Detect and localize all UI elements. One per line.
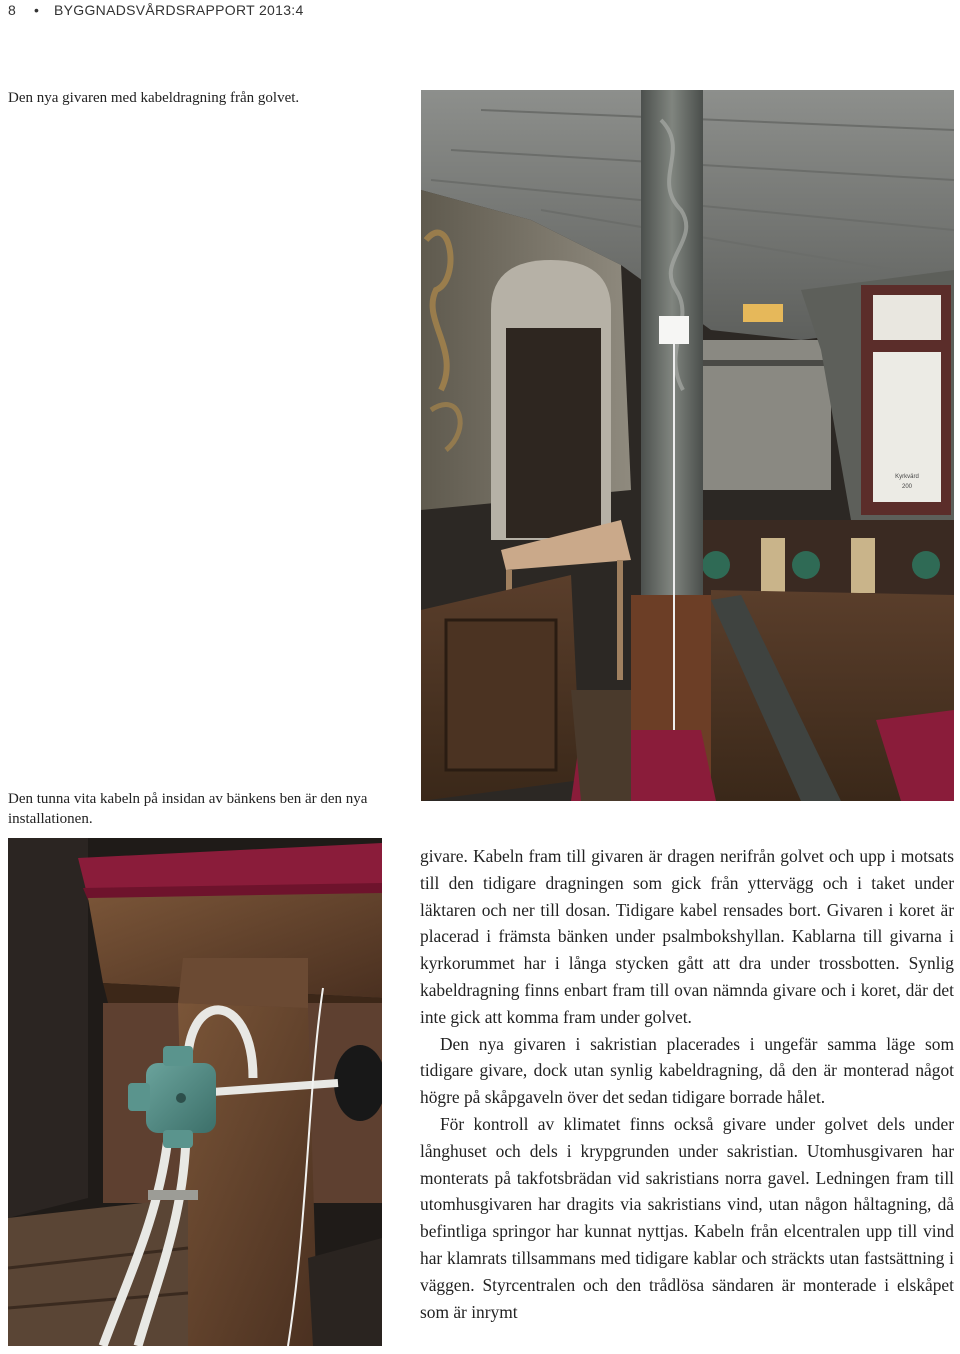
sign-text-1: Kyrkvärd bbox=[895, 474, 919, 480]
ceiling-lamp bbox=[743, 304, 783, 322]
dark-door bbox=[506, 328, 601, 538]
cable-clip bbox=[148, 1190, 198, 1200]
pew-sensor-photo bbox=[8, 838, 382, 1346]
header-bullet: • bbox=[34, 2, 40, 18]
sensor-white bbox=[659, 316, 689, 344]
body-paragraph: Den nya givaren i sakristian placerades i ungefär samma läge som tidigare givare, dock utan synlig kabeldragning, då den är monterad något högre på skåpgaveln över det sedan tidigare borrade hålet. bbox=[420, 1033, 954, 1108]
publication-title: BYGGNADSVÅRDSRAPPORT 2013:4 bbox=[54, 2, 304, 18]
body-paragraph: För kontroll av klimatet finns också givare under golvet dels under långhuset och dels i krypgrunden under sakristian. Utomhusgivaren har monterats på takfotsbrädan vid sakristians norra gavel. Ledningen fram till utomhusgivaren har dragits via sakristians vind, utan någon håltagning, då befintliga springor har kunnat nyttjas. Kabeln från elcentralen upp till vind har klamrats tillsammans med tidigare kablar och sträckts utan fastsättning i väggen. Styrcentralen och den trådlösa sändaren är monterade i elskåpet som är inrymt bbox=[420, 1113, 954, 1322]
caption-bottom-photo: Den tunna vita kabeln på insidan av bänkens ben är den nya installationen. bbox=[8, 791, 368, 827]
sign-text-2: 200 bbox=[901, 484, 913, 490]
page-number: 8 bbox=[8, 2, 17, 18]
article-body bbox=[420, 843, 954, 1325]
body-paragraph: givare. Kabeln fram till givaren är dragen nerifrån golvet och upp i motsats till den tidigare dragningen som gick från yttervägg och i taket under läktaren och ner till dosan. Tidigare kabel rensades bort. Givaren i koret är placerad i främsta bänken under psalmbokshyllan. Kablarna till givarna i kyrkorummet har i långa stycken gått att dra under trossbotten. Synlig kabeldragning finns enbart fram till ovan nämnda givare och i koret, där det inte gick att komma fram under golvet. bbox=[420, 846, 954, 1027]
church-interior-photo bbox=[421, 90, 954, 801]
caption-top-photo: Den nya givaren med kabeldragning från golvet. bbox=[8, 90, 300, 106]
running-header bbox=[8, 0, 304, 20]
